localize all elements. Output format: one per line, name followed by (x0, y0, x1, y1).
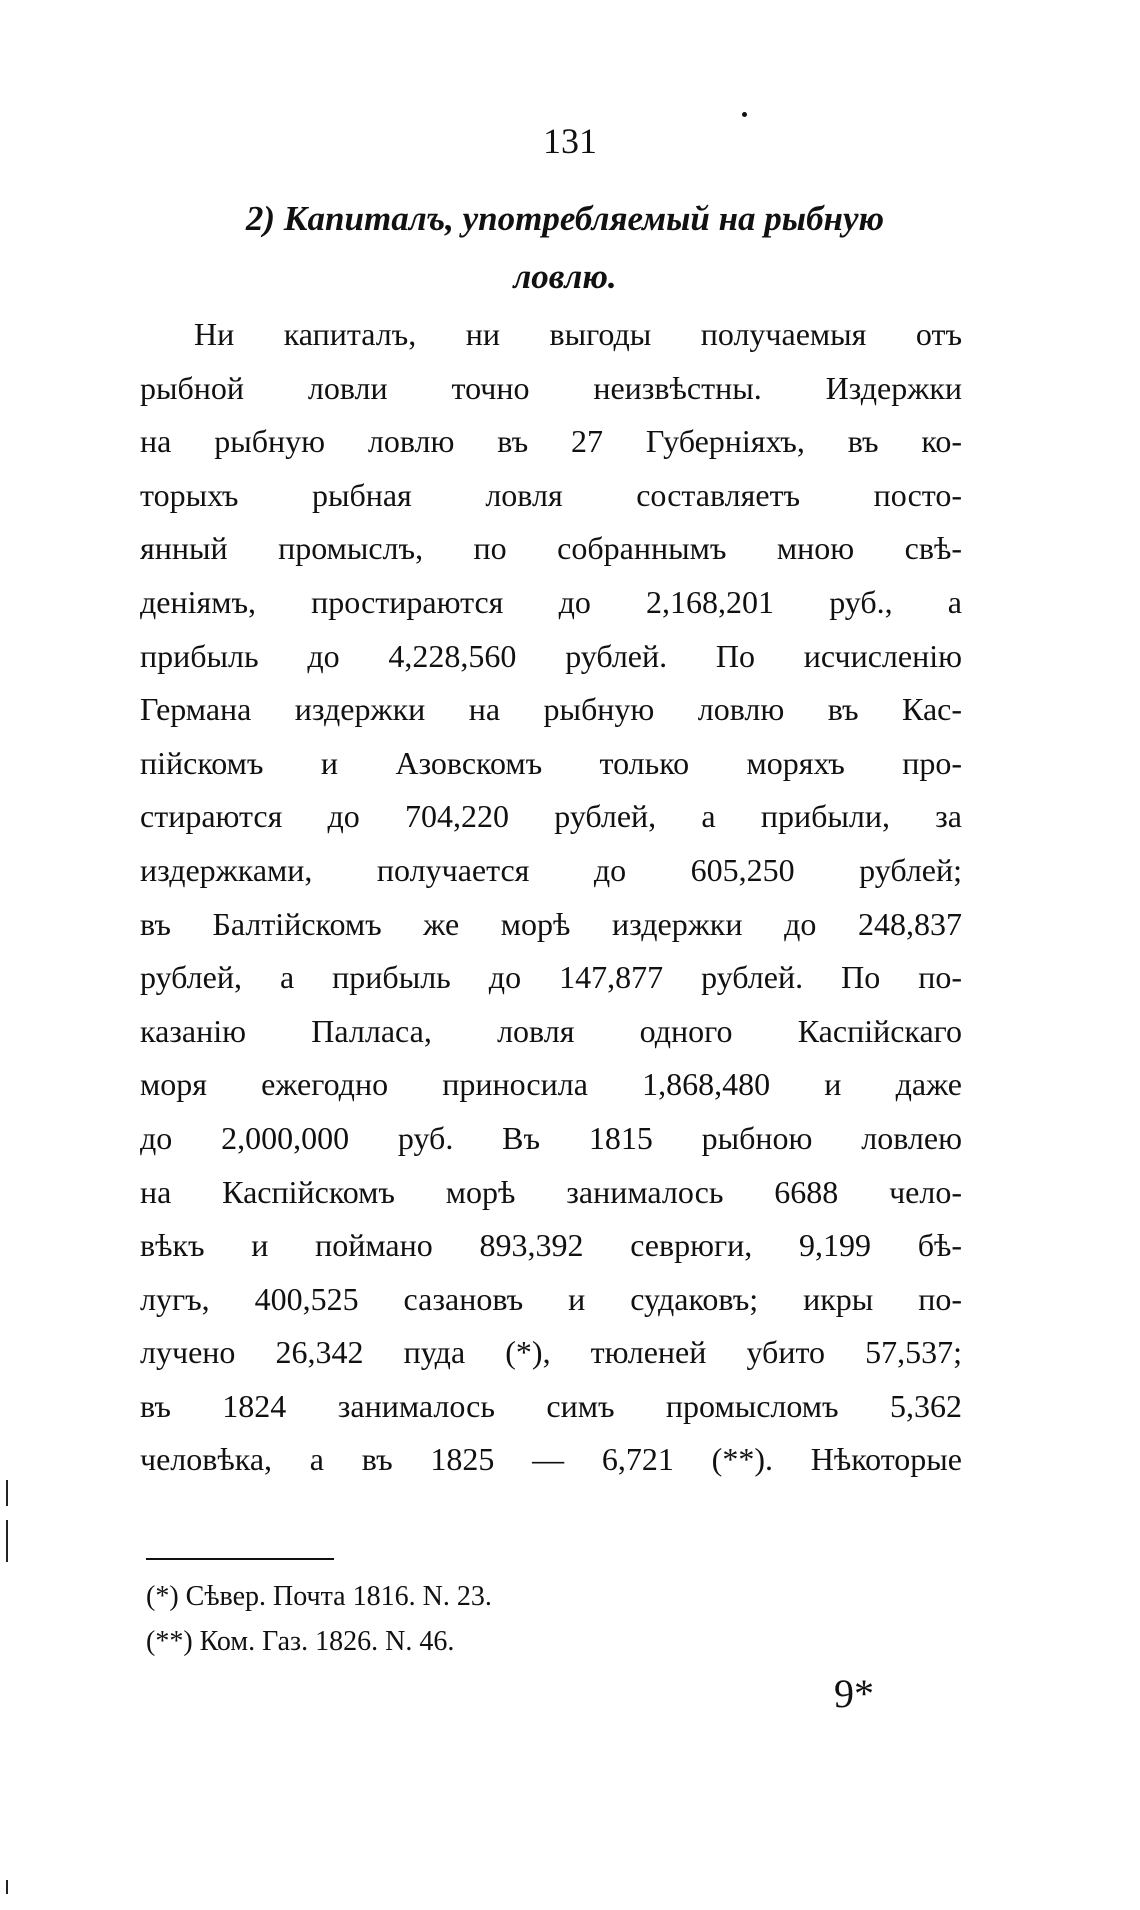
text-line: въ 1824 занималось симъ промысломъ 5,362 (140, 1387, 962, 1424)
signature-mark: 9* (834, 1671, 874, 1716)
section-heading (140, 190, 990, 306)
text-line: лугъ, 400,525 сазановъ и судаковъ; икры по- (140, 1280, 962, 1317)
text-line: стираются до 704,220 рублей, а прибыли, за (140, 798, 962, 835)
text-line: деніямъ, простираются до 2,168,201 руб., а (140, 583, 962, 620)
section-heading-line: ловлю. (513, 257, 617, 296)
text-line: человѣка, а въ 1825 — 6,721 (**). Нѣкоторые (140, 1441, 962, 1478)
section-heading-line: 2) Капиталъ, употребляемый на рыбную (245, 199, 885, 238)
text-line: въ Балтійскомъ же морѣ издержки до 248,837 (140, 905, 962, 942)
page-number: 131 (543, 121, 597, 161)
text-line: моря ежегодно приносила 1,868,480 и даже (140, 1066, 962, 1103)
text-line: на рыбную ловлю въ 27 Губерніяхъ, въ ко- (140, 423, 962, 460)
text-line: Ни капиталъ, ни выгоды получаемыя отъ (194, 316, 962, 352)
edge-mark (6, 1520, 8, 1562)
footnote: (*) Сѣвер. Почта 1816. N. 23. (146, 1581, 492, 1612)
text-line: прибыль до 4,228,560 рублей. По исчисленію (140, 637, 962, 674)
text-line: пійскомъ и Азовскомъ только моряхъ про- (140, 744, 962, 781)
body-paragraph (140, 308, 962, 1487)
text-line: на Каспійскомъ морѣ занималось 6688 чело- (140, 1173, 962, 1210)
text-line: Германа издержки на рыбную ловлю въ Кас- (140, 691, 962, 728)
text-line: лучено 26,342 пуда (*), тюленей убито 57,537; (140, 1334, 962, 1371)
text-line: до 2,000,000 руб. Въ 1815 рыбною ловлею (140, 1119, 962, 1156)
footnote-divider (146, 1558, 334, 1560)
text-line: издержками, получается до 605,250 рублей; (140, 851, 962, 888)
text-line: рыбной ловли точно неизвѣстны. Издержки (140, 369, 962, 406)
text-line: вѣкъ и поймано 893,392 севрюги, 9,199 бѣ- (140, 1227, 962, 1264)
edge-mark (6, 1880, 8, 1894)
footnote: (**) Ком. Газ. 1826. N. 46. (146, 1626, 455, 1657)
ink-speck (742, 112, 747, 117)
edge-mark (6, 1480, 8, 1506)
footnotes (146, 1574, 846, 1664)
text-line: янный промыслъ, по собраннымъ мною свѣ- (140, 530, 962, 567)
text-line: рублей, а прибыль до 147,877 рублей. По по- (140, 959, 962, 996)
text-line: казанію Палласа, ловля одного Каспійскаго (140, 1012, 962, 1049)
text-line: торыхъ рыбная ловля составляетъ посто- (140, 476, 962, 513)
